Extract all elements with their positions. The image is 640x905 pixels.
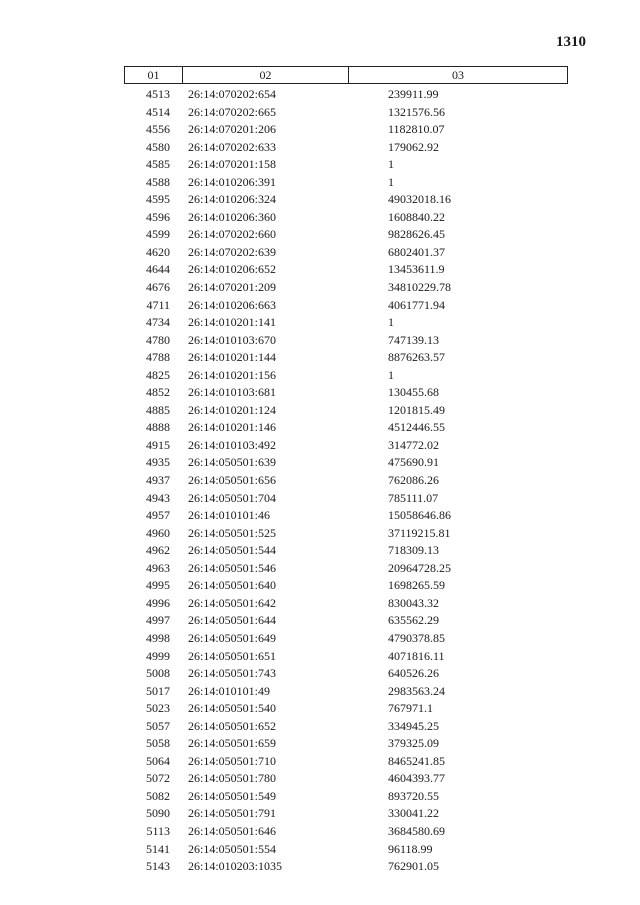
table-row [124, 121, 568, 139]
cadastral-number: 26:14:010206:663 [188, 297, 277, 312]
table-row [124, 297, 568, 315]
table-row [124, 402, 568, 420]
row-number: 4596 [146, 209, 170, 224]
cadastral-number: 26:14:010206:652 [188, 262, 277, 277]
row-number: 4514 [146, 104, 170, 119]
value: 640526.26 [388, 666, 439, 681]
table-row [124, 226, 568, 244]
value: 762901.05 [388, 859, 439, 874]
row-number: 4556 [146, 122, 170, 137]
value: 893720.55 [388, 788, 439, 803]
value: 6802401.37 [388, 244, 445, 259]
value: 635562.29 [388, 613, 439, 628]
row-number: 4711 [146, 297, 170, 312]
row-number: 4935 [146, 455, 170, 470]
table-row [124, 770, 568, 788]
value: 785111.07 [388, 490, 439, 505]
value: 314772.02 [388, 437, 439, 452]
table-row [124, 577, 568, 595]
cadastral-number: 26:14:010206:324 [188, 192, 277, 207]
cadastral-number: 26:14:050501:642 [188, 595, 277, 610]
row-number: 4620 [146, 244, 170, 259]
cadastral-number: 26:14:050501:639 [188, 455, 277, 470]
cadastral-number: 26:14:010103:681 [188, 385, 277, 400]
cadastral-number: 26:14:010101:46 [188, 508, 271, 523]
value: 4790378.85 [388, 630, 445, 645]
row-number: 4997 [146, 613, 170, 628]
row-number: 4937 [146, 473, 170, 488]
cadastral-number: 26:14:050501:743 [188, 666, 277, 681]
value: 37119215.81 [388, 525, 451, 540]
cadastral-number: 26:14:010103:670 [188, 332, 277, 347]
value: 2983563.24 [388, 683, 445, 698]
value: 762086.26 [388, 473, 439, 488]
cadastral-number: 26:14:010206:360 [188, 209, 277, 224]
row-number: 5143 [146, 859, 170, 874]
row-number: 5141 [146, 841, 170, 856]
table-row [124, 244, 568, 262]
cadastral-number: 26:14:050501:646 [188, 823, 277, 838]
table-row [124, 332, 568, 350]
table-row [124, 525, 568, 543]
row-number: 5113 [146, 823, 170, 838]
cadastral-number: 26:14:010206:391 [188, 174, 277, 189]
value: 20964728.25 [388, 560, 451, 575]
cadastral-number: 26:14:070202:665 [188, 104, 277, 119]
cadastral-number: 26:14:050501:780 [188, 771, 277, 786]
table-row [124, 735, 568, 753]
cadastral-number: 26:14:050501:710 [188, 753, 277, 768]
cadastral-number: 26:14:050501:656 [188, 473, 277, 488]
table-body [124, 86, 568, 876]
table-row [124, 279, 568, 297]
table-row [124, 174, 568, 192]
cadastral-number: 26:14:050501:652 [188, 718, 277, 733]
cadastral-number: 26:14:070202:660 [188, 227, 277, 242]
table-row [124, 823, 568, 841]
value: 767971.1 [388, 701, 433, 716]
cadastral-number: 26:14:010201:146 [188, 420, 277, 435]
cadastral-number: 26:14:010101:49 [188, 683, 271, 698]
cadastral-number: 26:14:050501:549 [188, 788, 277, 803]
value: 747139.13 [388, 332, 439, 347]
cadastral-number: 26:14:070202:639 [188, 244, 277, 259]
table-row [124, 139, 568, 157]
row-number: 4852 [146, 385, 170, 400]
value: 1201815.49 [388, 402, 445, 417]
row-number: 5057 [146, 718, 170, 733]
table-row [124, 683, 568, 701]
value: 4512446.55 [388, 420, 445, 435]
table-row [124, 858, 568, 876]
value: 9828626.45 [388, 227, 445, 242]
value: 34810229.78 [388, 280, 451, 295]
value: 718309.13 [388, 543, 439, 558]
cadastral-number: 26:14:070202:633 [188, 139, 277, 154]
table-row [124, 841, 568, 859]
table-row [124, 665, 568, 683]
cadastral-number: 26:14:050501:649 [188, 630, 277, 645]
table-row [124, 104, 568, 122]
row-number: 4962 [146, 543, 170, 558]
table-row [124, 156, 568, 174]
table-row [124, 700, 568, 718]
table-row [124, 367, 568, 385]
row-number: 5072 [146, 771, 170, 786]
cadastral-number: 26:14:010201:156 [188, 367, 277, 382]
value: 379325.09 [388, 736, 439, 751]
value: 179062.92 [388, 139, 439, 154]
cadastral-number: 26:14:050501:704 [188, 490, 277, 505]
row-number: 5017 [146, 683, 170, 698]
cadastral-number: 26:14:050501:540 [188, 701, 277, 716]
value: 830043.32 [388, 595, 439, 610]
row-number: 4960 [146, 525, 170, 540]
cadastral-number: 26:14:050501:644 [188, 613, 277, 628]
cadastral-number: 26:14:010201:141 [188, 315, 277, 330]
row-number: 4599 [146, 227, 170, 242]
row-number: 4963 [146, 560, 170, 575]
table-row [124, 384, 568, 402]
row-number: 4676 [146, 280, 170, 295]
header-col-02: 02 [183, 67, 349, 83]
cadastral-number: 26:14:050501:544 [188, 543, 277, 558]
table-row [124, 788, 568, 806]
value: 1321576.56 [388, 104, 445, 119]
cadastral-number: 26:14:050501:546 [188, 560, 277, 575]
row-number: 4595 [146, 192, 170, 207]
row-number: 4825 [146, 367, 170, 382]
row-number: 5064 [146, 753, 170, 768]
row-number: 4588 [146, 174, 170, 189]
row-number: 4888 [146, 420, 170, 435]
cadastral-number: 26:14:070201:206 [188, 122, 277, 137]
row-number: 4734 [146, 315, 170, 330]
value: 239911.99 [388, 87, 439, 101]
value: 130455.68 [388, 385, 439, 400]
cadastral-number: 26:14:050501:791 [188, 806, 277, 821]
value: 15058646.86 [388, 508, 451, 523]
cadastral-number: 26:14:070201:158 [188, 157, 277, 172]
value: 334945.25 [388, 718, 439, 733]
table-row [124, 490, 568, 508]
row-number: 4995 [146, 578, 170, 593]
value: 1182810.07 [388, 122, 445, 137]
cadastral-number: 26:14:050501:640 [188, 578, 277, 593]
page-number: 1310 [556, 34, 586, 50]
row-number: 4580 [146, 139, 170, 154]
value: 1 [388, 315, 394, 330]
cadastral-number: 26:14:070202:654 [188, 87, 277, 101]
value: 13453611.9 [388, 262, 445, 277]
value: 3684580.69 [388, 823, 445, 838]
row-number: 5058 [146, 736, 170, 751]
table-row [124, 419, 568, 437]
value: 96118.99 [388, 841, 433, 856]
value: 8465241.85 [388, 753, 445, 768]
row-number: 4513 [146, 87, 170, 101]
table-row [124, 454, 568, 472]
row-number: 4885 [146, 402, 170, 417]
cadastral-number: 26:14:010203:1035 [188, 859, 283, 874]
cadastral-number: 26:14:050501:525 [188, 525, 277, 540]
row-number: 5090 [146, 806, 170, 821]
row-number: 4998 [146, 630, 170, 645]
table-row [124, 805, 568, 823]
value: 1608840.22 [388, 209, 445, 224]
header-col-01: 01 [125, 67, 183, 83]
value: 49032018.16 [388, 192, 451, 207]
table-row [124, 718, 568, 736]
table-row [124, 349, 568, 367]
value: 1 [388, 157, 394, 172]
value: 330041.22 [388, 806, 439, 821]
table-row [124, 542, 568, 560]
row-number: 4585 [146, 157, 170, 172]
value: 1 [388, 367, 394, 382]
value: 4604393.77 [388, 771, 445, 786]
table-row [124, 648, 568, 666]
table-row [124, 209, 568, 227]
cadastral-number: 26:14:010103:492 [188, 437, 277, 452]
value: 1698265.59 [388, 578, 445, 593]
table-row [124, 630, 568, 648]
cadastral-number: 26:14:050501:659 [188, 736, 277, 751]
header-col-03: 03 [452, 68, 464, 82]
row-number: 4943 [146, 490, 170, 505]
row-number: 4644 [146, 262, 170, 277]
table-header [124, 66, 568, 84]
cadastral-number: 26:14:010201:144 [188, 350, 277, 365]
row-number: 5023 [146, 701, 170, 716]
value: 475690.91 [388, 455, 439, 470]
table-row [124, 595, 568, 613]
table-row [124, 753, 568, 771]
table-row [124, 612, 568, 630]
table-row [124, 191, 568, 209]
cadastral-number: 26:14:050501:651 [188, 648, 277, 663]
row-number: 4999 [146, 648, 170, 663]
value: 8876263.57 [388, 350, 445, 365]
table-row [124, 261, 568, 279]
row-number: 5008 [146, 666, 170, 681]
table-row [124, 472, 568, 490]
row-number: 4957 [146, 508, 170, 523]
cadastral-number: 26:14:070201:209 [188, 280, 277, 295]
table-row [124, 86, 568, 104]
row-number: 4788 [146, 350, 170, 365]
row-number: 4780 [146, 332, 170, 347]
value: 4061771.94 [388, 297, 445, 312]
value: 4071816.11 [388, 648, 445, 663]
cadastral-number: 26:14:010201:124 [188, 402, 277, 417]
table-row [124, 507, 568, 525]
row-number: 4915 [146, 437, 170, 452]
value: 1 [388, 174, 394, 189]
row-number: 4996 [146, 595, 170, 610]
table-row [124, 437, 568, 455]
cadastral-number: 26:14:050501:554 [188, 841, 277, 856]
row-number: 5082 [146, 788, 170, 803]
table-row [124, 314, 568, 332]
table-row [124, 560, 568, 578]
